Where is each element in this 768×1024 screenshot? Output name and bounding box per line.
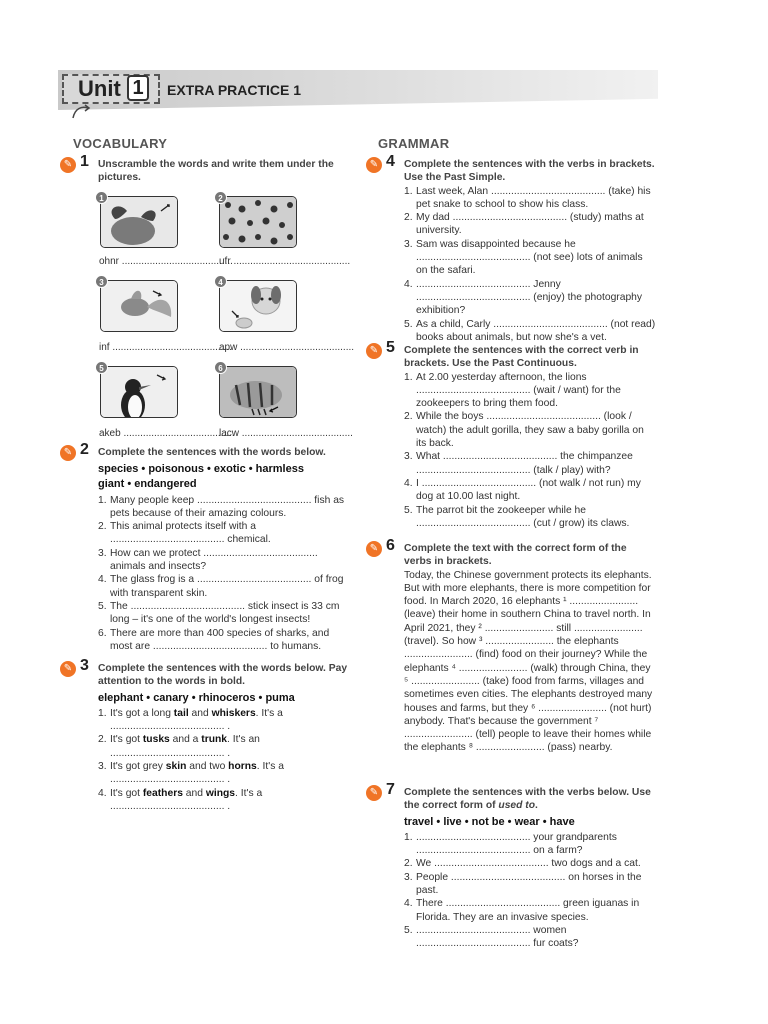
exercise-instruction: Complete the sentences with the verbs below. Use the correct form of used to. xyxy=(404,787,651,812)
exercise-text: Today, the Chinese government protects its elephants. But with more elephants, there is more competition for food. In March 2020, 16 elephants ¹ ........................ (leave) their home in southern China to travel north. In April 2021, they ² ........................ still ........................ (travel). So how ³ ........................ the elephants ........................ (find) food on their journey? While the elephants ⁴ ........................ (walk) through China, they ⁵ ........................ (take) food from farms, villages and sometimes even cities. The elephants destroyed many houses and farms, but they ⁶ ........................ (not hurt) anybody. That's because the government ⁷ ........................ (tell) people to leave their homes while the elephants ⁸ ........................ (pass) nearby. xyxy=(404,569,653,754)
word-bank: species • poisonous • exotic • harmless xyxy=(98,463,304,475)
list-item: 5. The parrot bit the zookeeper while he ........................................ (cut / grow) its claws. xyxy=(404,504,630,529)
list-item: 2. It's got tusks and a trunk. It's an ........................................ . xyxy=(98,734,260,759)
exercise-6 xyxy=(366,537,656,755)
list-item: 3. People ........................................ on horses in the past. xyxy=(404,871,642,897)
unit-number: 1 xyxy=(127,75,149,101)
exercise-number: 5 xyxy=(386,339,395,356)
ram-horns-image xyxy=(100,196,178,248)
curved-arrow-icon xyxy=(70,100,92,122)
scrambled-word-5: akeb ........................................ xyxy=(99,428,235,439)
list-item: 5. As a child, Carly ........................................ (not read) books about animals, but now she's a vet. xyxy=(404,318,656,343)
list-item: 2. We ........................................ two dogs and a cat. xyxy=(404,858,641,870)
grammar-heading: GRAMMAR xyxy=(378,136,450,151)
picture-badge-1: 1 xyxy=(95,191,108,204)
list-item: 3. It's got grey skin and two horns. It's a ........................................ . xyxy=(98,761,284,786)
list-item: 2. This animal protects itself with a ........................................ chemical. xyxy=(98,521,271,546)
leopard-fur-image xyxy=(219,196,297,248)
scrambled-word-4: apw ......................................... xyxy=(219,342,355,353)
pencil-icon: ✎ xyxy=(366,343,382,359)
item-list xyxy=(404,185,656,345)
dog-paw-image xyxy=(219,280,297,332)
exercise-number: 3 xyxy=(80,657,89,674)
exercise-number: 1 xyxy=(80,153,89,170)
list-item: 3. How can we protect ........................................ animals and insects? xyxy=(98,547,318,573)
word-bank: giant • endangered xyxy=(98,478,197,491)
list-item: 5. The ........................................ stick insect is 33 cm long – it's one of the world's longest insects! xyxy=(98,600,340,626)
list-item: 6. There are more than 400 species of sharks, and most are ........................................ to humans. xyxy=(98,627,330,652)
exercise-instruction: Complete the sentences with the verbs in brackets. Use the Past Simple. xyxy=(404,159,655,184)
list-item: 1. Many people keep ........................................ fish as pets because of their amazing colours. xyxy=(98,494,345,519)
list-item: 4. There ........................................ green iguanas in Florida. They are an invasive species. xyxy=(404,898,640,923)
vocabulary-heading: VOCABULARY xyxy=(73,136,168,151)
unit-word: Unit xyxy=(78,76,121,101)
exercise-instruction: Complete the text with the correct form of the verbs in brackets. xyxy=(404,543,627,568)
picture-badge-5: 5 xyxy=(95,361,108,374)
fish-fin-image xyxy=(100,280,178,332)
list-item: 1. Last week, Alan ........................................ (take) his pet snake to school to show his class. xyxy=(404,185,651,210)
exercise-instruction: Complete the sentences with the words below. Pay attention to the words in bold. xyxy=(98,663,348,688)
tiger-claw-image xyxy=(219,366,297,418)
exercise-3 xyxy=(60,657,350,813)
exercise-number: 4 xyxy=(386,153,395,170)
list-item: 1. ........................................ your grandparents ........................................ on a farm? xyxy=(404,831,617,857)
list-item: 5. ........................................ women ........................................ fur coats? xyxy=(404,924,579,950)
picture-badge-3: 3 xyxy=(95,275,108,288)
exercise-instruction: Unscramble the words and write them under the pictures. xyxy=(98,159,334,184)
exercise-instruction: Complete the sentences with the words below. xyxy=(98,447,326,458)
word-bank: elephant • canary • rhinoceros • puma xyxy=(98,691,295,704)
picture-badge-4: 4 xyxy=(214,275,227,288)
exercise-2 xyxy=(60,441,350,653)
list-item: 1. At 2.00 yesterday afternoon, the lions ........................................ (wait / want) for the zookeepers to bring them food. xyxy=(404,371,621,410)
word-bank: travel • live • not be • wear • have xyxy=(404,815,575,828)
picture-badge-2: 2 xyxy=(214,191,227,204)
list-item: 2. While the boys ........................................ (look / watch) the adult gorilla, they saw a baby gorilla on its back. xyxy=(404,411,644,450)
exercise-4 xyxy=(366,153,656,344)
item-list xyxy=(98,494,350,654)
list-item: 3. Sam was disappointed because he ........................................ (not see) lots of animals on the safari. xyxy=(404,238,643,277)
scrambled-word-3: inf ........................................... xyxy=(99,342,232,353)
penguin-beak-image xyxy=(100,366,178,418)
list-item: 4. It's got feathers and wings. It's a ........................................ . xyxy=(98,787,263,812)
list-item: 4. I ........................................ (not walk / not run) my dog at 10.00 last night. xyxy=(404,477,641,503)
pencil-icon: ✎ xyxy=(366,785,382,801)
exercise-5 xyxy=(366,339,656,530)
scrambled-word-6: lacw ........................................ xyxy=(219,428,353,439)
pencil-icon: ✎ xyxy=(366,541,382,557)
list-item: 3. What ........................................ the chimpanzee ........................................ (talk / play) with? xyxy=(404,451,633,476)
pencil-icon: ✎ xyxy=(60,661,76,677)
exercise-number: 2 xyxy=(80,441,89,458)
pencil-icon: ✎ xyxy=(366,157,382,173)
scrambled-word-1: ohnr ........................................ xyxy=(99,256,233,267)
list-item: 4. The glass frog is a ........................................ of frog with transparent skin. xyxy=(98,574,344,599)
pencil-icon: ✎ xyxy=(60,445,76,461)
exercise-number: 6 xyxy=(386,537,395,554)
item-list xyxy=(404,831,656,951)
item-list xyxy=(404,371,656,531)
picture-badge-6: 6 xyxy=(214,361,227,374)
list-item: 4. ........................................ Jenny ........................................ (enjoy) the photography exhibition? xyxy=(404,278,643,317)
list-item: 2. My dad ........................................ (study) maths at university. xyxy=(404,212,644,237)
exercise-number: 7 xyxy=(386,781,395,798)
item-list xyxy=(98,707,350,813)
page-title: EXTRA PRACTICE 1 xyxy=(167,82,302,98)
exercise-1 xyxy=(60,153,350,185)
exercise-7 xyxy=(366,781,656,951)
list-item: 1. It's got a long tail and whiskers. It's a ........................................ . xyxy=(98,707,283,733)
exercise-instruction: Complete the sentences with the correct verb in brackets. Use the Past Continuous. xyxy=(404,345,639,370)
scrambled-word-2: ufr .......................................... xyxy=(219,256,351,267)
pencil-icon: ✎ xyxy=(60,157,76,173)
